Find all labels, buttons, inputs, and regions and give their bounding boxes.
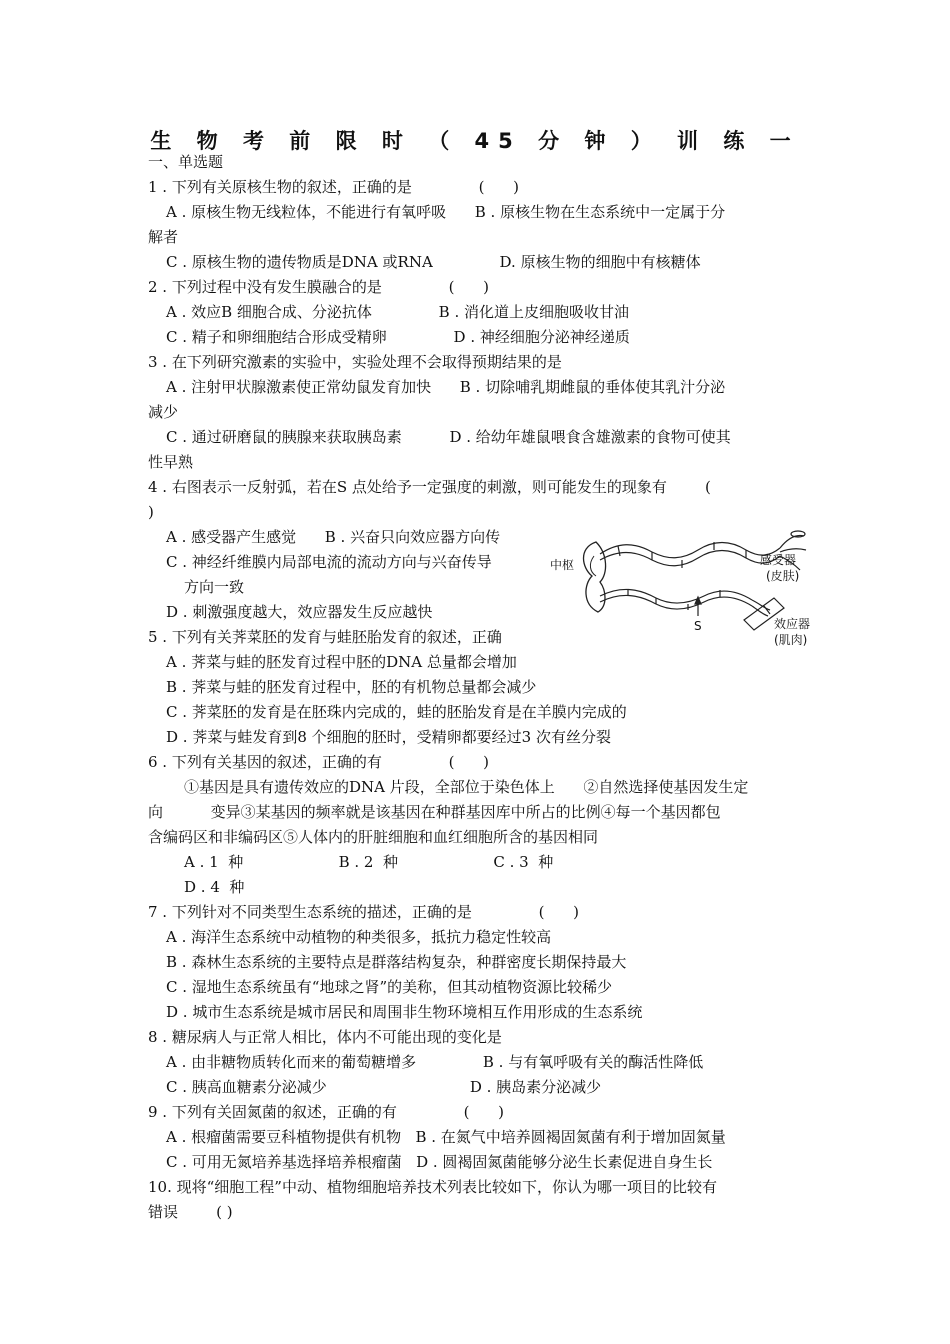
question-10-cont: 错误 ( ) xyxy=(148,1203,233,1221)
reflex-arc-diagram xyxy=(548,520,818,650)
question-4-cont: ) xyxy=(148,503,154,521)
page-title: 生 物 考 前 限 时 （ 45 分 钟 ） 训 练 一 xyxy=(150,129,800,153)
question-3-option-cd: C . 通过研磨鼠的胰腺来获取胰岛素 D . 给幼年雄鼠喂食含雄激素的食物可使其 xyxy=(166,428,731,446)
question-4-option-c: C . 神经纤维膜内局部电流的流动方向与兴奋传导 xyxy=(166,553,492,571)
question-1-option-cd: C . 原核生物的遗传物质是DNA 或RNA D. 原核生物的细胞中有核糖体 xyxy=(166,253,701,271)
question-2: 2 . 下列过程中没有发生膜融合的是 ( ) xyxy=(148,278,489,296)
label-receptor: 感受器 xyxy=(760,553,797,567)
question-6-statements-cont: 向 变异③某基因的频率就是该基因在种群基因库中所占的比例④每一个基因都包 xyxy=(148,803,721,821)
question-5-option-d: D . 荠菜与蛙发育到8 个细胞的胚时，受精卵都要经过3 次有丝分裂 xyxy=(166,728,611,746)
question-5-option-c: C . 荠菜胚的发育是在胚珠内完成的，蛙的胚胎发育是在羊膜内完成的 xyxy=(166,703,627,721)
question-7-option-d: D . 城市生态系统是城市居民和周围非生物环境相互作用形成的生态系统 xyxy=(166,1003,643,1021)
question-2-option-ab: A . 效应B 细胞合成、分泌抗体 B . 消化道上皮细胞吸收甘油 xyxy=(166,303,630,321)
question-6-statements-end: 含编码区和非编码区⑤人体内的肝脏细胞和血红细胞所含的基因相同 xyxy=(148,828,599,846)
label-receptor-note: (皮肤) xyxy=(766,569,800,583)
question-4-option-ab: A . 感受器产生感觉 B . 兴奋只向效应器方向传 xyxy=(166,528,501,546)
question-10: 10. 现将“细胞工程”中动、植物细胞培养技术列表比较如下，你认为哪一项目的比较有 xyxy=(148,1178,717,1196)
question-2-option-cd: C . 精子和卵细胞结合形成受精卵 D . 神经细胞分泌神经递质 xyxy=(166,328,630,346)
question-8: 8 . 糖尿病人与正常人相比，体内不可能出现的变化是 xyxy=(148,1028,502,1046)
question-5: 5 . 下列有关荠菜胚的发育与蛙胚胎发育的叙述，正确 xyxy=(148,628,502,646)
section-heading: 一、单选题 xyxy=(148,153,224,171)
label-effector: 效应器 xyxy=(774,617,811,631)
question-7-option-b: B . 森林生态系统的主要特点是群落结构复杂，种群密度长期保持最大 xyxy=(166,953,627,971)
question-3-option-b-cont: 减少 xyxy=(148,403,179,421)
question-4: 4 . 右图表示一反射弧，若在S 点处给予一定强度的刺激，则可能发生的现象有 ( xyxy=(148,478,711,496)
question-4-option-c-cont: 方向一致 xyxy=(184,578,245,596)
efferent-nerve xyxy=(600,589,770,616)
question-9-option-cd: C . 可用无氮培养基选择培养根瘤菌 D . 圆褐固氮菌能够分泌生长素促进自身生长 xyxy=(166,1153,713,1171)
question-9-option-ab: A . 根瘤菌需要豆科植物提供有机物 B . 在氮气中培养圆褐固氮菌有利于增加固氮量 xyxy=(166,1128,726,1146)
question-8-option-ab: A . 由非糖物质转化而来的葡萄糖增多 B . 与有氧呼吸有关的酶活性降低 xyxy=(166,1053,704,1071)
question-3-option-ab: A . 注射甲状腺激素使正常幼鼠发育加快 B . 切除哺乳期雌鼠的垂体使其乳汁分泌 xyxy=(166,378,726,396)
question-4-option-d: D . 刺激强度越大，效应器发生反应越快 xyxy=(166,603,433,621)
question-6-option-d: D . 4 种 xyxy=(184,878,245,896)
question-7-option-a: A . 海洋生态系统中动植物的种类很多，抵抗力稳定性较高 xyxy=(166,928,552,946)
question-6-options-abc: A . 1 种 B . 2 种 C . 3 种 xyxy=(184,853,554,871)
question-6-statements: ①基因是具有遗传效应的DNA 片段，全部位于染色体上 ②自然选择使基因发生定 xyxy=(184,778,749,796)
question-7: 7 . 下列针对不同类型生态系统的描述，正确的是 ( ) xyxy=(148,903,579,921)
label-center: 中枢 xyxy=(550,558,575,572)
question-6: 6 . 下列有关基因的叙述，正确的有 ( ) xyxy=(148,753,489,771)
question-8-option-cd: C . 胰高血糖素分泌减少 D . 胰岛素分泌减少 xyxy=(166,1078,602,1096)
question-1-option-ab: A . 原核生物无线粒体，不能进行有氧呼吸 B . 原核生物在生态系统中一定属于分 xyxy=(166,203,726,221)
question-3: 3 . 在下列研究激素的实验中，实验处理不会取得预期结果的是 xyxy=(148,353,562,371)
question-7-option-c: C . 湿地生态系统虽有“地球之肾”的美称，但其动植物资源比较稀少 xyxy=(166,978,613,996)
label-s: S xyxy=(694,619,702,633)
afferent-nerve xyxy=(600,542,780,568)
question-1: 1 . 下列有关原核生物的叙述，正确的是 ( ) xyxy=(148,178,519,196)
label-effector-note: (肌肉) xyxy=(774,633,808,647)
question-5-option-b: B . 荠菜与蛙的胚发育过程中，胚的有机物总量都会减少 xyxy=(166,678,537,696)
question-3-option-d-cont: 性早熟 xyxy=(148,453,194,471)
question-1-option-b-cont: 解者 xyxy=(148,228,179,246)
question-5-option-a: A . 荠菜与蛙的胚发育过程中胚的DNA 总量都会增加 xyxy=(166,653,517,671)
question-9: 9 . 下列有关固氮菌的叙述，正确的有 ( ) xyxy=(148,1103,504,1121)
